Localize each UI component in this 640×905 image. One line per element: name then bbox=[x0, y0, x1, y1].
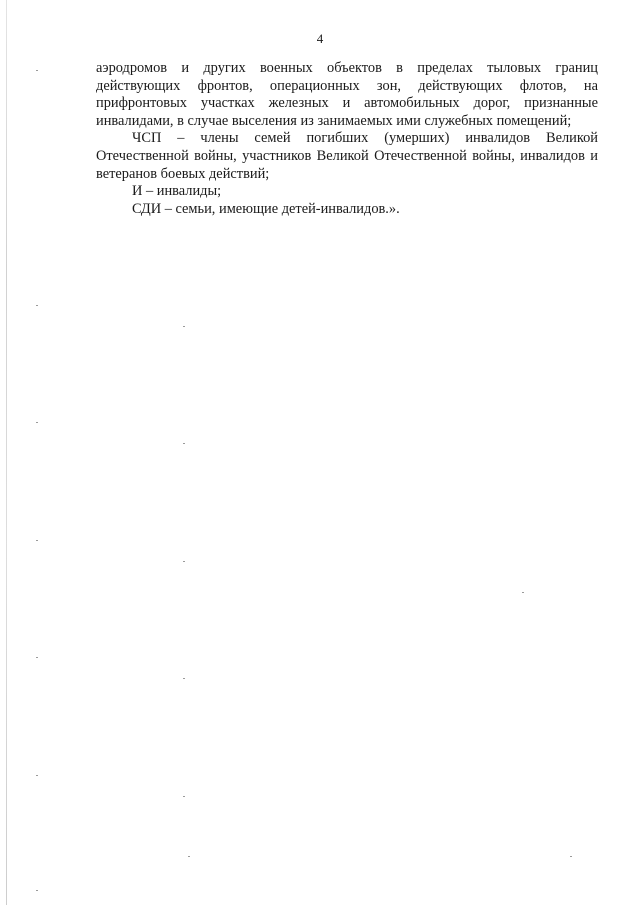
scan-speck bbox=[36, 70, 38, 71]
scan-speck bbox=[36, 890, 38, 891]
scan-speck bbox=[522, 592, 524, 593]
paragraph-i: И – инвалиды; bbox=[132, 183, 222, 200]
scan-speck bbox=[188, 856, 190, 857]
page-number: 4 bbox=[316, 31, 324, 46]
scan-speck bbox=[36, 305, 38, 306]
scan-edge bbox=[6, 0, 7, 905]
scan-speck bbox=[183, 326, 185, 327]
scan-speck bbox=[570, 856, 572, 857]
scan-speck bbox=[36, 540, 38, 541]
document-body bbox=[96, 60, 598, 218]
scan-speck bbox=[36, 775, 38, 776]
scan-speck bbox=[36, 422, 38, 423]
paragraph-sdi: СДИ – семьи, имеющие детей-инвалидов.». bbox=[132, 200, 400, 217]
scan-speck bbox=[183, 796, 185, 797]
scan-speck bbox=[36, 657, 38, 658]
paragraph-chsp: ЧСП – члены семей погибших (умерших) инвалидов Великой Отечественной войны, участников Великой Отечественной войны, инвалидов и ветеранов боевых действий; bbox=[96, 130, 598, 182]
scan-speck bbox=[183, 443, 185, 444]
paragraph-continuation: аэродромов и других военных объектов в пределах тыловых границ действующих фронтов, операционных зон, действующих флотов, на прифронтовых участках железных и автомобильных дорог, признанные инвалидами, в случае выселения из занимаемых ими служебных помещений; bbox=[96, 60, 598, 129]
scan-speck bbox=[183, 561, 185, 562]
scan-speck bbox=[183, 678, 185, 679]
